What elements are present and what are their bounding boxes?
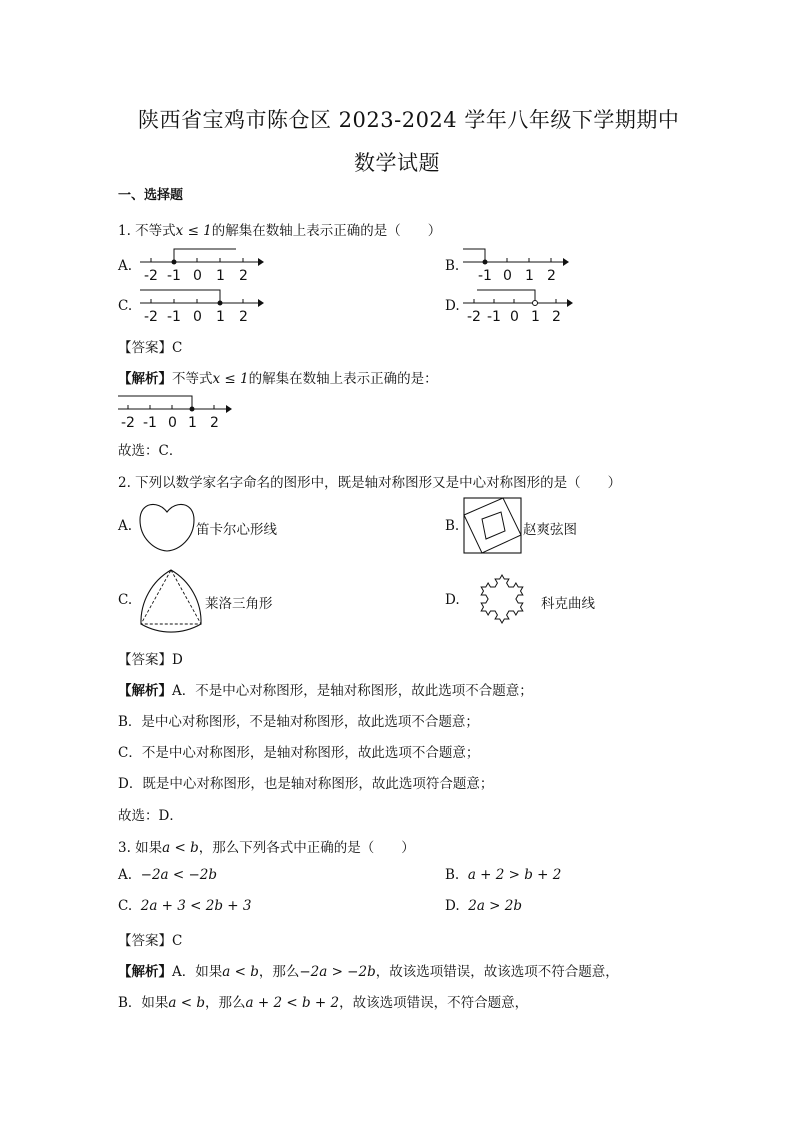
q2-option-c-name: 莱洛三角形 — [205, 596, 273, 612]
svg-text:1: 1 — [188, 415, 197, 431]
q2-answer: 【答案】D — [118, 652, 183, 668]
page-title-line2: 数学试题 — [354, 151, 440, 175]
q2-stem: 2. 下列以数学家名字命名的图形中，既是轴对称图形又是中心对称图形的是（ ） — [118, 475, 622, 491]
svg-text:2: 2 — [552, 309, 561, 325]
q3-option-d[interactable]: D. 2a > 2b — [445, 898, 522, 914]
q1-option-a-label: A. — [118, 258, 133, 274]
q3-stem: 3. 如果a < b，那么下列各式中正确的是（ ） — [118, 840, 415, 856]
svg-text:2: 2 — [547, 268, 556, 284]
svg-text:0: 0 — [503, 268, 512, 284]
q3-option-b[interactable]: B. a + 2 > b + 2 — [445, 867, 562, 883]
q1-conclusion: 故选：C． — [118, 443, 183, 459]
svg-text:2: 2 — [239, 309, 248, 325]
q2-option-c-label: C. — [118, 592, 133, 608]
page-title-line1: 陕西省宝鸡市陈仓区 2023-2024 学年八年级下学期期中 — [138, 108, 680, 132]
svg-text:0: 0 — [193, 268, 202, 284]
arrow-icon — [567, 299, 573, 307]
q3-answer: 【答案】C — [118, 933, 183, 949]
svg-text:0: 0 — [510, 309, 519, 325]
q2-analysis-line-4: D．既是中心对称图形，也是轴对称图形，故此选项符合题意； — [118, 776, 494, 792]
q2-option-a-name: 笛卡尔心形线 — [196, 522, 277, 538]
svg-text:-1: -1 — [143, 415, 157, 431]
q1-analysis: 【解析】不等式x ≤ 1的解集在数轴上表示正确的是： — [118, 371, 438, 387]
q1-stem-math: x ≤ 1 — [175, 223, 212, 239]
solid-point — [190, 407, 195, 412]
svg-text:0: 0 — [193, 309, 202, 325]
svg-text:0: 0 — [168, 415, 177, 431]
q2-analysis-line-2: B．是中心对称图形，不是轴对称图形，故此选项不合题意； — [118, 714, 479, 730]
svg-text:-2: -2 — [121, 415, 135, 431]
solution-bracket — [140, 290, 220, 303]
svg-text:-2: -2 — [144, 309, 158, 325]
q2-option-b-name: 赵爽弦图 — [523, 522, 577, 538]
q2-analysis-line-3: C．不是中心对称图形，是轴对称图形，故此选项不合题意； — [118, 745, 480, 761]
arrow-icon — [258, 258, 264, 266]
solid-point — [483, 260, 488, 265]
q1-option-a-numberline[interactable] — [140, 244, 265, 284]
hollow-point — [533, 301, 538, 306]
solid-point — [218, 301, 223, 306]
q1-answer: 【答案】C — [118, 340, 183, 356]
arrow-icon — [226, 405, 232, 413]
q1-option-d-numberline[interactable] — [463, 285, 578, 325]
q2-option-d-name: 科克曲线 — [541, 596, 595, 612]
q2-analysis-line-1: 【解析】A．不是中心对称图形，是轴对称图形，故此选项不合题意； — [118, 683, 533, 699]
q1-option-c-numberline[interactable] — [140, 285, 265, 325]
section-heading: 一、选择题 — [118, 188, 184, 203]
arrow-icon — [258, 299, 264, 307]
svg-text:2: 2 — [239, 268, 248, 284]
q2-conclusion: 故选：D． — [118, 808, 183, 824]
arrow-icon — [563, 258, 569, 266]
svg-text:-1: -1 — [167, 268, 181, 284]
q1-analysis-numberline — [118, 391, 238, 431]
svg-text:1: 1 — [216, 309, 225, 325]
q3-option-a[interactable]: A. −2a < −2b — [118, 867, 218, 883]
q3-analysis-line-1: 【解析】A．如果a < b，那么−2a > −2b，故该选项错误，故该选项不符合题意， — [118, 964, 619, 980]
reuleaux-triangle-figure[interactable] — [137, 566, 205, 630]
solution-bracket — [174, 249, 236, 262]
zhao-shuang-diagram-figure[interactable] — [463, 497, 523, 555]
svg-text:-2: -2 — [144, 268, 158, 284]
svg-text:-1: -1 — [478, 268, 492, 284]
svg-text:-2: -2 — [467, 309, 481, 325]
q1-stem: 1. 不等式x ≤ 1的解集在数轴上表示正确的是（ ） — [118, 223, 442, 239]
cardioid-figure[interactable] — [138, 500, 196, 554]
solution-bracket — [463, 249, 485, 262]
q1-option-b-numberline[interactable] — [463, 244, 573, 284]
q1-option-b-label: B. — [445, 258, 460, 274]
svg-text:1: 1 — [531, 309, 540, 325]
svg-text:1: 1 — [525, 268, 534, 284]
svg-text:-1: -1 — [167, 309, 181, 325]
solution-bracket — [477, 290, 535, 301]
q3-analysis-line-2: B．如果a < b，那么a + 2 < b + 2，故该选项错误，不符合题意， — [118, 995, 529, 1011]
q1-option-c-label: C. — [118, 298, 133, 314]
svg-text:2: 2 — [210, 415, 219, 431]
koch-snowflake-figure[interactable] — [463, 564, 541, 634]
q2-option-b-label: B. — [445, 518, 460, 534]
solution-bracket — [118, 396, 192, 409]
q2-option-d-label: D. — [445, 592, 460, 608]
solid-point — [172, 260, 177, 265]
q1-option-d-label: D. — [445, 298, 460, 314]
svg-text:-1: -1 — [487, 309, 501, 325]
q2-option-a-label: A. — [118, 518, 133, 534]
q3-option-c[interactable]: C. 2a + 3 < 2b + 3 — [118, 898, 252, 914]
svg-text:1: 1 — [216, 268, 225, 284]
